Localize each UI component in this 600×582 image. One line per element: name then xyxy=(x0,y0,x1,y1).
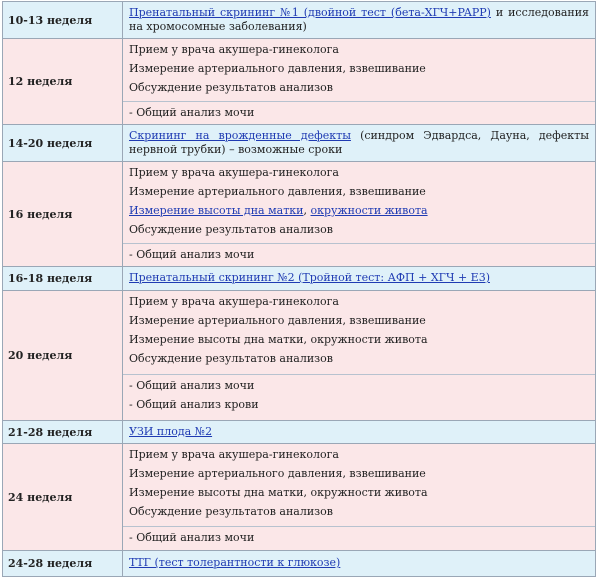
row-description xyxy=(129,556,589,570)
schedule-row xyxy=(2,267,596,291)
list-item: Прием у врача акушера-гинеколога xyxy=(129,295,339,308)
list-item: Обсуждение результатов анализов xyxy=(129,223,333,236)
schedule-row xyxy=(2,162,596,267)
test-item: - Общий анализ мочи xyxy=(129,531,255,544)
row-description-text: (синдром Эдвардса, Дауна, дефекты нервной трубки) – возможные сроки xyxy=(129,129,589,156)
abdominal-circumference-link[interactable]: окружности живота xyxy=(310,204,428,217)
week-label: 12 неделя xyxy=(3,39,123,124)
list-item: Измерение артериального давления, взвешивание xyxy=(129,62,426,75)
row-content xyxy=(123,551,595,576)
week-label: 21-28 неделя xyxy=(3,421,123,443)
divider xyxy=(123,243,595,244)
week-label: 16-18 неделя xyxy=(3,267,123,290)
test-item: - Общий анализ крови xyxy=(129,398,259,411)
list-item: Прием у врача акушера-гинеколога xyxy=(129,166,339,179)
schedule-row xyxy=(2,39,596,125)
link-separator: , xyxy=(303,204,311,217)
week-label: 20 неделя xyxy=(3,291,123,420)
list-item: Измерение высоты дна матки, окружности живота xyxy=(129,486,428,499)
divider xyxy=(123,374,595,375)
row-content xyxy=(123,39,595,124)
list-item: Измерение артериального давления, взвешивание xyxy=(129,314,426,327)
row-description-text: и исследования на хромосомные заболевания) xyxy=(129,6,589,33)
test-item: - Общий анализ мочи xyxy=(129,379,255,392)
week-label: 14-20 неделя xyxy=(3,125,123,161)
list-item: Обсуждение результатов анализов xyxy=(129,352,333,365)
row-description xyxy=(129,271,589,285)
list-item: Измерение артериального давления, взвешивание xyxy=(129,185,426,198)
fundal-height-link[interactable]: Измерение высоты дна матки xyxy=(129,204,304,217)
schedule-row xyxy=(2,444,596,551)
week-label: 24 неделя xyxy=(3,444,123,550)
test-item: - Общий анализ мочи xyxy=(129,106,255,119)
list-item: Обсуждение результатов анализов xyxy=(129,505,333,518)
row-description xyxy=(129,425,589,439)
week-label: 24-28 неделя xyxy=(3,551,123,576)
list-item: Измерение артериального давления, взвешивание xyxy=(129,467,426,480)
pregnancy-schedule-table xyxy=(2,1,598,579)
schedule-row xyxy=(2,125,596,162)
test-item: - Общий анализ мочи xyxy=(129,248,255,261)
row-content xyxy=(123,162,595,266)
row-description xyxy=(129,6,589,34)
list-item: Прием у врача акушера-гинеколога xyxy=(129,43,339,56)
ultrasound-2-link[interactable]: УЗИ плода №2 xyxy=(129,425,213,438)
week-label: 16 неделя xyxy=(3,162,123,266)
list-item xyxy=(129,204,589,218)
list-item: Прием у врача акушера-гинеколога xyxy=(129,448,339,461)
birth-defects-screening-link[interactable]: Скрининг на врожденные дефекты xyxy=(129,129,351,142)
schedule-row xyxy=(2,291,596,421)
row-content xyxy=(123,2,595,38)
schedule-row xyxy=(2,421,596,444)
glucose-tolerance-test-link[interactable]: ТТГ (тест толерантности к глюкозе) xyxy=(129,556,341,569)
screening-1-link[interactable]: Пренатальный скрининг №1 (двойной тест (бета-ХГЧ+PAPP) xyxy=(129,6,491,19)
divider xyxy=(123,101,595,102)
row-content xyxy=(123,421,595,443)
screening-2-link[interactable]: Пренатальный скрининг №2 (Тройной тест: АФП + ХГЧ + Е3) xyxy=(129,271,490,284)
list-item: Обсуждение результатов анализов xyxy=(129,81,333,94)
row-content xyxy=(123,267,595,290)
week-label: 10-13 неделя xyxy=(3,2,123,38)
schedule-row xyxy=(2,1,596,39)
row-content xyxy=(123,291,595,420)
row-content xyxy=(123,444,595,550)
schedule-row xyxy=(2,551,596,577)
row-content xyxy=(123,125,595,161)
row-description xyxy=(129,129,589,157)
divider xyxy=(123,526,595,527)
list-item: Измерение высоты дна матки, окружности живота xyxy=(129,333,428,346)
